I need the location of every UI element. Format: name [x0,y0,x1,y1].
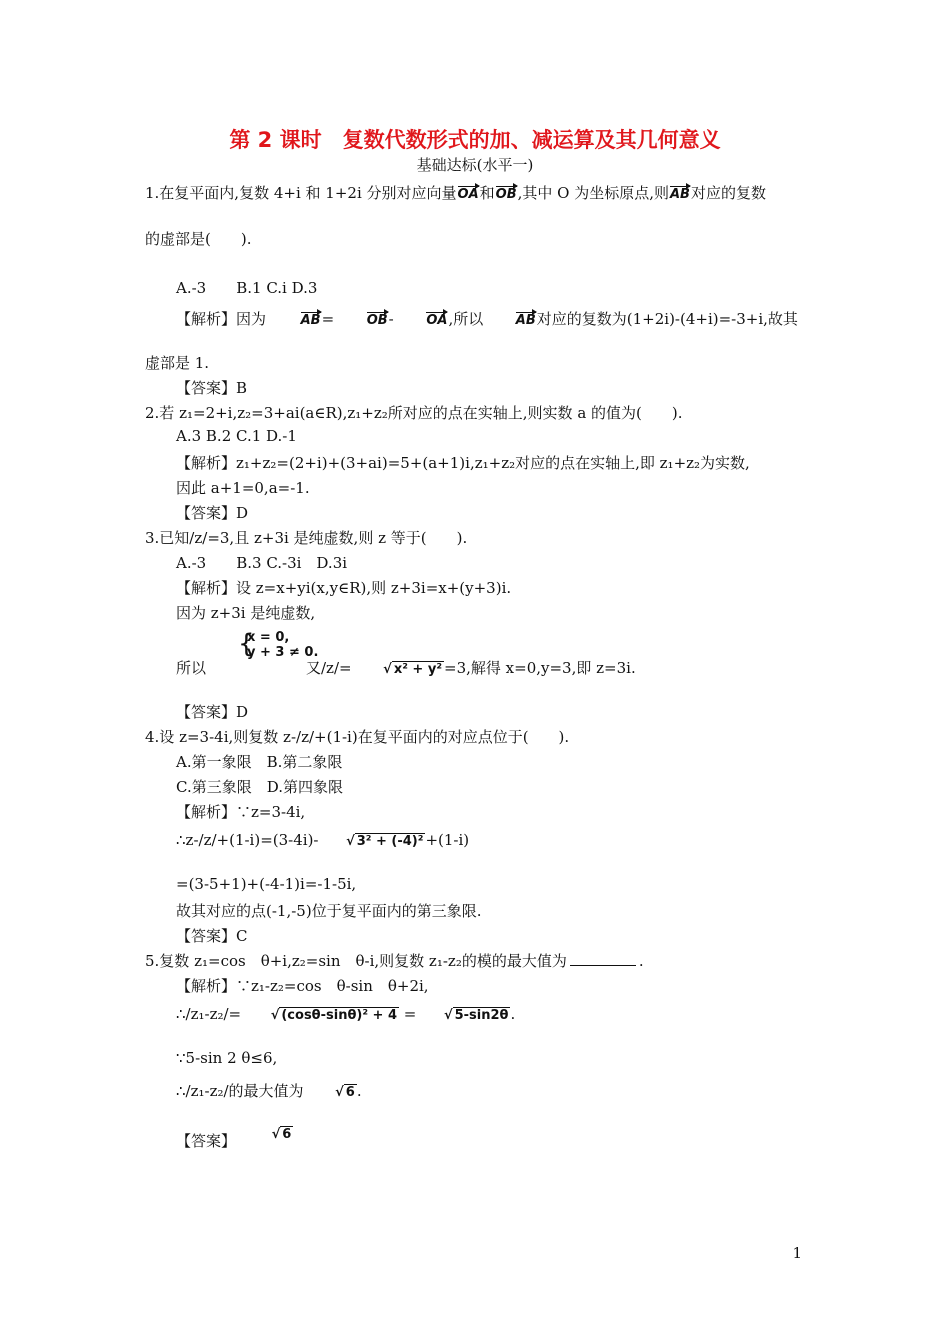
q4-analysis-2: ∴z-/z/+(1-i)=(3-4i)- √ 3² + (-4)² +(1-i) [176,831,470,849]
q5-stem: 5.复数 z₁=cos θ+i,z₂=sin θ-i,则复数 z₁-z₂的模的最大值为 . [145,952,644,970]
sqrt-expression: √ (cosθ-sinθ)² + 4 [270,1008,398,1023]
q1-analysis-line2: 虚部是 1. [145,354,210,372]
vector-oa: OA [457,187,479,202]
q1-stem: 1.在复平面内,复数 4+i 和 1+2i 分别对应向量OA和OB,其中 O 为坐标原点,则AB对应的复数 [145,184,766,202]
sqrt-expression: √ 6 [271,1127,292,1142]
q5-analysis-3: ∵5-sin 2 θ≤6, [176,1049,278,1067]
vector-ab: AB [670,187,690,202]
page-title: 第 2 课时 复数代数形式的加、减运算及其几何意义 [229,128,721,152]
q2-analysis-1: 【解析】z₁+z₂=(2+i)+(3+ai)=5+(a+1)i,z₁+z₂对应的点在实轴上,即 z₁+z₂为实数, [176,454,750,472]
sqrt-expression: √ 6 [335,1085,355,1100]
q1-analysis: 【解析】因为 AB= OB- OA,所以 AB对应的复数为(1+2i)-(4+i)=-3+i,故其 [176,310,798,328]
vector-ob: OB [366,313,388,328]
q3-stem: 3.已知/z/=3,且 z+3i 是纯虚数,则 z 等于( ). [145,529,468,547]
q1-options: A.-3 B.1 C.i D.3 [176,279,318,297]
q3-analysis-1: 【解析】设 z=x+yi(x,y∈R),则 z+3i=x+(y+3)i. [176,579,512,597]
q5-answer: 【答案】 √ 6 [176,1127,292,1150]
q4-answer: 【答案】C [176,927,248,945]
q4-analysis-3: =(3-5+1)+(-4-1)i=-1-5i, [176,875,357,893]
answer-blank [570,965,636,966]
q3-conclusion: 又/z/= √ x² + y² =3,解得 x=0,y=3,即 z=3i. [306,659,636,677]
sqrt-expression: √ 3² + (-4)² [346,834,424,849]
vector-oa: OA [426,313,448,328]
q1-answer: 【答案】B [176,379,248,397]
q2-stem: 2.若 z₁=2+i,z₂=3+ai(a∈R),z₁+z₂所对应的点在实轴上,则实数 a 的值为( ). [145,404,683,422]
q2-analysis-2: 因此 a+1=0,a=-1. [176,479,310,497]
q2-answer: 【答案】D [176,504,249,522]
page-number: 1 [792,1244,802,1262]
sqrt-expression: √ 5-sin2θ [443,1008,509,1023]
q4-analysis-4: 故其对应的点(-1,-5)位于复平面内的第三象限. [176,902,482,920]
left-brace-icon: { [238,629,255,659]
q3-options: A.-3 B.3 C.-3i D.3i [176,554,348,572]
q5-analysis-4: ∴/z₁-z₂/的最大值为 √ 6 . [176,1082,362,1100]
page-subtitle: 基础达标(水平一) [416,156,534,174]
q2-options: A.3 B.2 C.1 D.-1 [176,427,297,445]
q4-options-2: C.第三象限 D.第四象限 [176,778,343,796]
vector-ab: AB [300,313,321,328]
vector-ab: AB [515,313,536,328]
q3-answer: 【答案】D [176,703,249,721]
q5-analysis-2: ∴/z₁-z₂/= √ (cosθ-sinθ)² + 4 = √ 5-sin2θ . [176,1005,516,1023]
q3-analysis-2: 因为 z+3i 是纯虚数, [176,604,316,622]
q4-analysis-1: 【解析】∵z=3-4i, [176,803,306,821]
q5-analysis-1: 【解析】∵z₁-z₂=cos θ-sin θ+2i, [176,977,429,995]
q4-stem: 4.设 z=3-4i,则复数 z-/z/+(1-i)在复平面内的对应点位于( ). [145,728,570,746]
q1-stem-line2: 的虚部是( ). [145,230,252,248]
q3-so: 所以 [176,659,207,677]
sqrt-expression: √ x² + y² [383,662,443,677]
q3-brace-system: { x = 0, y + 3 ≠ 0. [238,629,319,660]
vector-ob: OB [495,187,517,202]
q4-options-1: A.第一象限 B.第二象限 [176,753,343,771]
